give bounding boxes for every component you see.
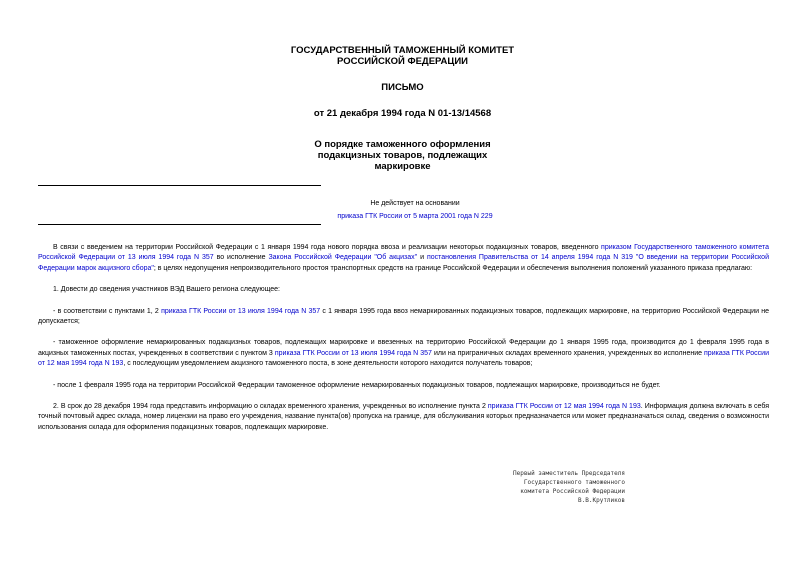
link-law-excise[interactable]: Закона Российской Федерации "Об акцизах" <box>268 254 418 262</box>
paragraph-item-1c: - после 1 февраля 1995 года на территории Российской Федерации таможенное оформление немаркированных подакцизных товаров, подлежащих маркировке, производиться не будет. <box>53 381 661 389</box>
link-order-193[interactable]: приказа ГТК России от 12 мая 1994 года N 193 <box>38 349 769 368</box>
text-run: ; в целях недопущения непроизводительного простоя транспортных средств на границе Российской Федерации и обеспечения выполнения положений указанного приказа предлагаю: <box>153 264 753 272</box>
link-order-357[interactable]: приказа ГТК России от 13 июля 1994 года N 357 <box>161 307 321 315</box>
text-run: во исполнение <box>213 254 269 262</box>
status-link[interactable]: приказа ГТК России от 5 марта 2001 года N 229 <box>337 213 493 220</box>
text-run: или на приграничных складах временного хранения, учрежденных во исполнение <box>431 349 705 357</box>
text-run: - в соответствии с пунктами 1, 2 <box>53 307 162 315</box>
doc-title-line3: маркировке <box>374 161 431 172</box>
text-run: В связи с введением на территории Российской Федерации с 1 января 1994 года нового порядка ввоза и реализации некоторых подакцизных товаров, введенного <box>53 244 602 251</box>
doc-title-line1: О порядке таможенного оформления <box>314 139 491 150</box>
document-header <box>150 45 655 172</box>
text-run: - таможенное оформление немаркированных подакцизных товаров, подлежащих маркировке и ввезенных на территорию Российской Федерации до 1 января 1995 года, производится до 1 февраля 1995 года в акцизных таможенных постах, учрежденных в соответствии с пунктом 3 <box>38 339 769 357</box>
org-name-line2: РОССИЙСКОЙ ФЕДЕРАЦИИ <box>336 56 468 67</box>
org-name-line1: ГОСУДАРСТВЕННЫЙ ТАМОЖЕННЫЙ КОМИТЕТ <box>290 45 515 56</box>
paragraph-item-1b <box>38 338 769 369</box>
divider-bottom <box>38 224 321 225</box>
signature-line2: Государственного таможенного <box>523 479 625 486</box>
signature-line1: Первый заместитель Председателя <box>513 470 625 477</box>
status-note <box>300 197 530 223</box>
paragraph-item-1a <box>38 307 769 328</box>
text-run: 2. В срок до 28 декабря 1994 года представить информацию о складах временного хранения, учрежденных во исполнение пункта 2 <box>53 403 488 411</box>
paragraph-item-2 <box>38 402 769 433</box>
link-resolution-319[interactable]: постановления Правительства от 14 апреля 1994 года N 319 "О введении на территории Российской Федерации марок акцизного сбора" <box>38 254 769 272</box>
doc-title-line2: подакцизных товаров, подлежащих <box>317 150 488 161</box>
signature-block <box>470 469 625 505</box>
link-order-193[interactable]: приказа ГТК России от 12 мая 1994 года N 193 <box>487 403 641 411</box>
signature-line3: комитета Российской Федерации <box>520 488 625 495</box>
text-run: и <box>417 254 427 262</box>
link-order-357[interactable]: приказом Государственного таможенного комитета Российской Федерации от 13 июля 1994 года N 357 <box>38 244 769 262</box>
divider-top <box>38 185 321 186</box>
text-run: с 1 января 1995 года ввоз немаркированных подакцизных товаров, подлежащих маркировке, на территорию Российской Федерации не допускается; <box>38 307 769 326</box>
paragraph-intro <box>38 243 769 274</box>
document-body <box>38 243 769 444</box>
paragraph-item-1: 1. Довести до сведения участников ВЭД Вашего региона следующее: <box>53 286 280 294</box>
link-order-357[interactable]: приказа ГТК России от 13 июля 1994 года N 357 <box>274 349 432 357</box>
text-run: . Информация должна включать в себя точный почтовый адрес склада, номер лицензии на право его учреждения, название пункта(ов) пропуска на границе, для обслуживания которых предназначается или может предназначаться склад, сведения о возможности использования склада для оформления подакцизных товаров, подлежащих маркировке. <box>38 403 769 431</box>
status-text: Не действует на основании <box>370 200 460 207</box>
doc-date-number: от 21 декабря 1994 года N 01-13/14568 <box>313 108 492 119</box>
signature-name: В.В.Крутликов <box>578 497 625 504</box>
text-run: , с последующим уведомлением акцизного таможенного поста, в зоне деятельности которого находится получатель товаров; <box>123 360 533 368</box>
doc-type: ПИСЬМО <box>381 82 424 93</box>
